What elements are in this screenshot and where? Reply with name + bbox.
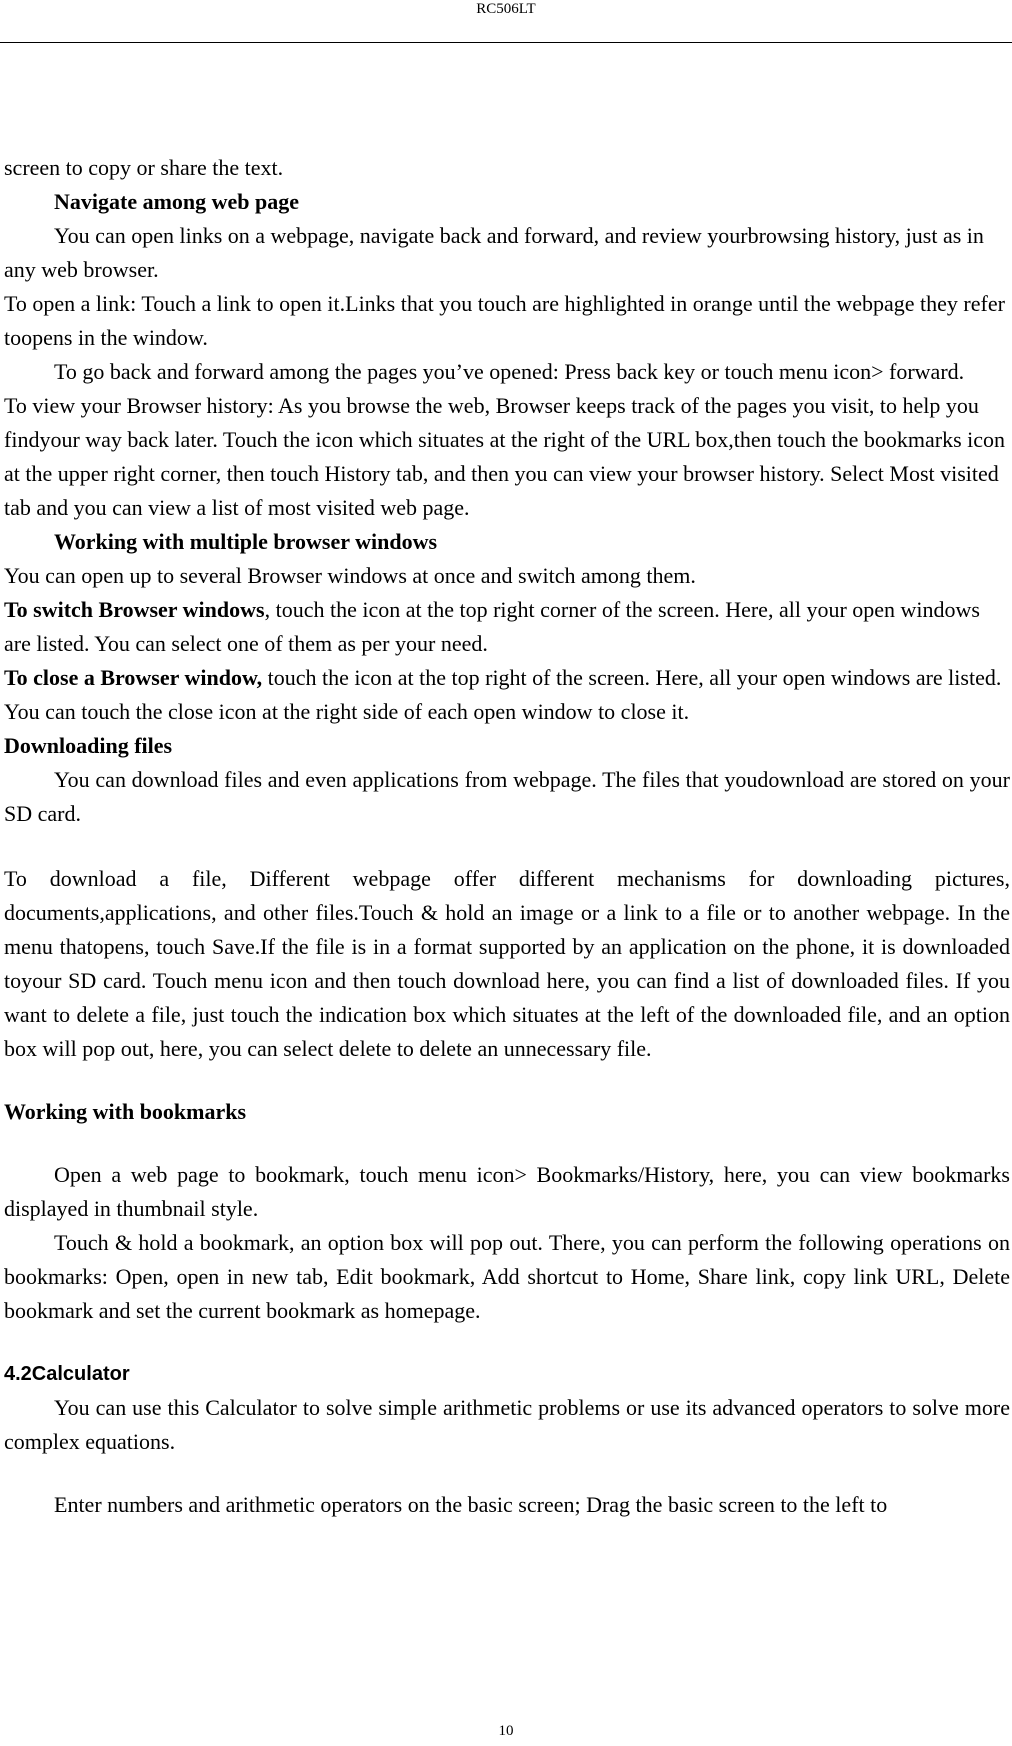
heading-downloading xyxy=(4,729,1010,763)
close-window-text: touch the icon at the top right of the screen. Here, all your open windows are listed. You can touch the close icon at the right side of each open window to close it. xyxy=(4,665,1002,724)
heading-bookmarks-text: Working with bookmarks xyxy=(4,1099,247,1124)
heading-downloading-text: Downloading files xyxy=(4,733,173,758)
header-title: RC506LT xyxy=(476,1,536,17)
paragraph-switch-windows xyxy=(4,593,1010,661)
paragraph-windows-intro: You can open up to several Browser windows at once and switch among them. xyxy=(4,563,696,588)
page-header xyxy=(0,0,1012,44)
section-title-calculator: 4.2Calculator xyxy=(4,1363,130,1385)
page-number: 10 xyxy=(498,1723,514,1739)
close-window-label: To close a Browser window, xyxy=(4,665,263,690)
document-body xyxy=(4,151,1010,1522)
paragraph-download-intro: You can download files and even applications from webpage. The files that youdownload are stored on your SD card. xyxy=(4,767,1010,826)
paragraph-history: To view your Browser history: As you browse the web, Browser keeps track of the pages you visit, to help you findyour way back later. Touch the icon which situates at the right of the URL box,then touch the bookmarks icon at the upper right corner, then touch History tab, and then you can view your browser history. Select Most visited tab and you can view a list of most visited web page. xyxy=(4,393,1006,520)
paragraph-calculator-intro: You can use this Calculator to solve simple arithmetic problems or use its advanced operators to solve more complex equations. xyxy=(4,1395,1010,1454)
heading-navigate-text: Navigate among web page xyxy=(54,189,300,214)
heading-bookmarks xyxy=(4,1095,1010,1129)
paragraph-continuation: screen to copy or share the text. xyxy=(4,155,284,180)
paragraph-bookmarks-view: Open a web page to bookmark, touch menu icon> Bookmarks/History, here, you can view bookmarks displayed in thumbnail style. xyxy=(4,1162,1010,1221)
heading-navigate xyxy=(4,185,1010,219)
heading-windows xyxy=(4,525,1010,559)
paragraph-calculator-basic: Enter numbers and arithmetic operators on the basic screen; Drag the basic screen to the left to xyxy=(54,1492,888,1517)
header-divider xyxy=(0,42,1012,43)
paragraph-bookmarks-options: Touch & hold a bookmark, an option box will pop out. There, you can perform the following operations on bookmarks: Open, open in new tab, Edit bookmark, Add shortcut to Home, Share link, copy link URL, Delete bookmark and set the current bookmark as homepage. xyxy=(4,1230,1010,1323)
switch-windows-label: To switch Browser windows xyxy=(4,597,265,622)
paragraph-back-forward: To go back and forward among the pages you’ve opened: Press back key or touch menu icon> forward. xyxy=(54,359,965,384)
paragraph-download-steps: To download a file, Different webpage offer different mechanisms for downloading pictures, documents,applications, and other files.Touch & hold an image or a link to a file or to another webpage. In the menu thatopens, touch Save.If the file is in a format supported by an application on the phone, it is downloaded toyour SD card. Touch menu icon and then touch download here, you can find a list of downloaded files. If you want to delete a file, just touch the indication box which situates at the left of the downloaded file, and an option box will pop out, here, you can select delete to delete an unnecessary file. xyxy=(4,866,1010,1061)
paragraph-open-link: To open a link: Touch a link to open it.Links that you touch are highlighted in orange until the webpage they refer toopens in the window. xyxy=(4,291,1005,350)
paragraph-navigate-intro: You can open links on a webpage, navigate back and forward, and review yourbrowsing history, just as in any web browser. xyxy=(4,223,984,282)
paragraph-close-window xyxy=(4,661,1010,729)
switch-windows-text: , touch the icon at the top right corner of the screen. Here, all your open windows are listed. You can select one of them as per your need. xyxy=(4,597,980,656)
heading-windows-text: Working with multiple browser windows xyxy=(54,529,438,554)
